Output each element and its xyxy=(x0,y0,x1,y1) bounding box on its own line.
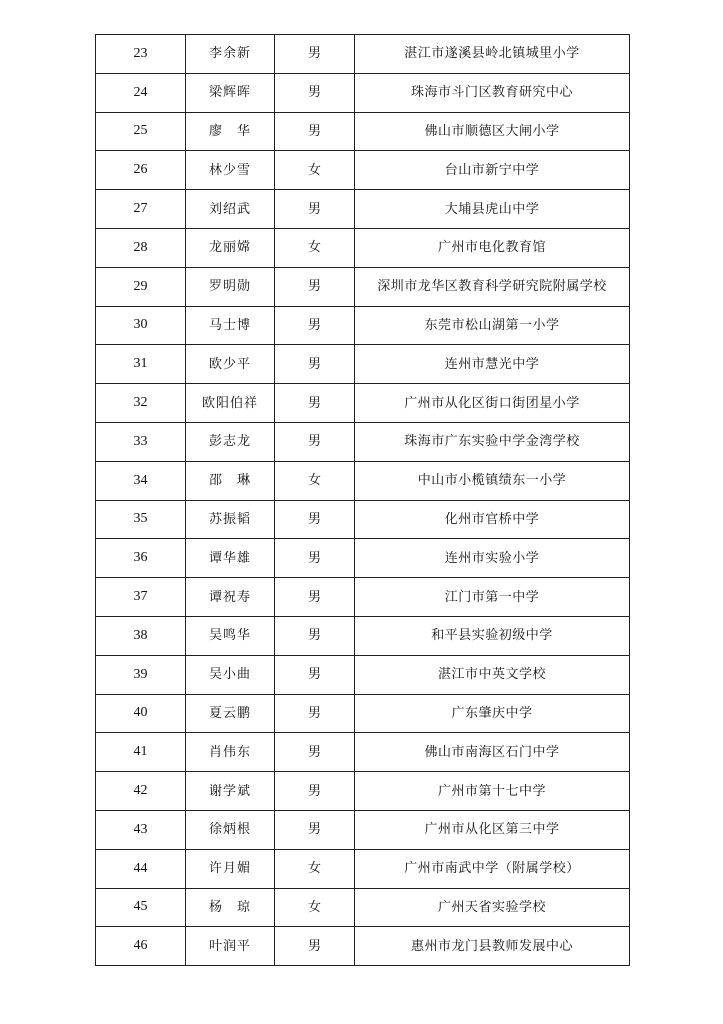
row-number: 42 xyxy=(96,772,186,811)
person-name: 欧阳伯祥 xyxy=(186,384,275,423)
row-number: 25 xyxy=(96,112,186,151)
person-name: 龙丽嫦 xyxy=(186,228,275,267)
work-unit: 化州市官桥中学 xyxy=(355,500,630,539)
table-row xyxy=(96,151,630,190)
table-row xyxy=(96,888,630,927)
gender: 男 xyxy=(275,73,355,112)
work-unit: 中山市小榄镇绩东一小学 xyxy=(355,461,630,500)
gender: 男 xyxy=(275,616,355,655)
row-number: 40 xyxy=(96,694,186,733)
work-unit: 广东肇庆中学 xyxy=(355,694,630,733)
gender: 男 xyxy=(275,306,355,345)
person-name: 许月媚 xyxy=(186,849,275,888)
work-unit: 广州市电化教育馆 xyxy=(355,228,630,267)
person-name: 刘绍武 xyxy=(186,190,275,229)
table-row xyxy=(96,190,630,229)
person-name: 苏振韬 xyxy=(186,500,275,539)
person-name: 徐炳根 xyxy=(186,810,275,849)
row-number: 24 xyxy=(96,73,186,112)
person-name: 李余新 xyxy=(186,35,275,74)
roster-table xyxy=(95,34,630,966)
gender: 男 xyxy=(275,267,355,306)
row-number: 44 xyxy=(96,849,186,888)
person-name: 邵 琳 xyxy=(186,461,275,500)
table-row xyxy=(96,539,630,578)
gender: 男 xyxy=(275,539,355,578)
gender: 男 xyxy=(275,578,355,617)
work-unit: 佛山市南海区石门中学 xyxy=(355,733,630,772)
table-row xyxy=(96,772,630,811)
gender: 女 xyxy=(275,461,355,500)
table-row xyxy=(96,35,630,74)
work-unit: 台山市新宁中学 xyxy=(355,151,630,190)
table-row xyxy=(96,849,630,888)
row-number: 32 xyxy=(96,384,186,423)
person-name: 彭志龙 xyxy=(186,422,275,461)
work-unit: 广州市第十七中学 xyxy=(355,772,630,811)
gender: 女 xyxy=(275,151,355,190)
person-name: 肖伟东 xyxy=(186,733,275,772)
gender: 男 xyxy=(275,190,355,229)
table-row xyxy=(96,655,630,694)
person-name: 夏云鹏 xyxy=(186,694,275,733)
work-unit: 和平县实验初级中学 xyxy=(355,616,630,655)
person-name: 林少雪 xyxy=(186,151,275,190)
row-number: 45 xyxy=(96,888,186,927)
row-number: 37 xyxy=(96,578,186,617)
row-number: 27 xyxy=(96,190,186,229)
work-unit: 江门市第一中学 xyxy=(355,578,630,617)
work-unit: 广州市从化区第三中学 xyxy=(355,810,630,849)
gender: 男 xyxy=(275,733,355,772)
row-number: 28 xyxy=(96,228,186,267)
gender: 男 xyxy=(275,384,355,423)
table-row xyxy=(96,461,630,500)
table-row xyxy=(96,345,630,384)
table-row xyxy=(96,384,630,423)
person-name: 罗明勋 xyxy=(186,267,275,306)
table-row xyxy=(96,422,630,461)
work-unit: 惠州市龙门县教师发展中心 xyxy=(355,927,630,966)
person-name: 叶润平 xyxy=(186,927,275,966)
gender: 男 xyxy=(275,655,355,694)
table-row xyxy=(96,927,630,966)
person-name: 谭华雄 xyxy=(186,539,275,578)
table-row xyxy=(96,267,630,306)
work-unit: 东莞市松山湖第一小学 xyxy=(355,306,630,345)
person-name: 杨 琼 xyxy=(186,888,275,927)
person-name: 谭祝寿 xyxy=(186,578,275,617)
row-number: 39 xyxy=(96,655,186,694)
person-name: 马士博 xyxy=(186,306,275,345)
gender: 男 xyxy=(275,927,355,966)
work-unit: 珠海市斗门区教育研究中心 xyxy=(355,73,630,112)
row-number: 35 xyxy=(96,500,186,539)
gender: 男 xyxy=(275,345,355,384)
work-unit: 深圳市龙华区教育科学研究院附属学校 xyxy=(355,267,630,306)
person-name: 欧少平 xyxy=(186,345,275,384)
person-name: 吴小曲 xyxy=(186,655,275,694)
gender: 男 xyxy=(275,422,355,461)
roster-table-body xyxy=(96,35,630,966)
person-name: 廖 华 xyxy=(186,112,275,151)
table-row xyxy=(96,112,630,151)
person-name: 吴鸣华 xyxy=(186,616,275,655)
gender: 男 xyxy=(275,772,355,811)
gender: 男 xyxy=(275,35,355,74)
work-unit: 大埔县虎山中学 xyxy=(355,190,630,229)
work-unit: 连州市慧光中学 xyxy=(355,345,630,384)
work-unit: 佛山市顺德区大闸小学 xyxy=(355,112,630,151)
row-number: 34 xyxy=(96,461,186,500)
gender: 女 xyxy=(275,888,355,927)
person-name: 谢学斌 xyxy=(186,772,275,811)
table-row xyxy=(96,733,630,772)
row-number: 26 xyxy=(96,151,186,190)
row-number: 46 xyxy=(96,927,186,966)
gender: 男 xyxy=(275,694,355,733)
work-unit: 广州市南武中学（附属学校） xyxy=(355,849,630,888)
work-unit: 湛江市遂溪县岭北镇城里小学 xyxy=(355,35,630,74)
row-number: 43 xyxy=(96,810,186,849)
roster-page xyxy=(95,34,629,966)
row-number: 41 xyxy=(96,733,186,772)
work-unit: 广州市从化区街口街团星小学 xyxy=(355,384,630,423)
row-number: 31 xyxy=(96,345,186,384)
work-unit: 连州市实验小学 xyxy=(355,539,630,578)
table-row xyxy=(96,228,630,267)
row-number: 36 xyxy=(96,539,186,578)
row-number: 29 xyxy=(96,267,186,306)
row-number: 23 xyxy=(96,35,186,74)
table-row xyxy=(96,694,630,733)
gender: 女 xyxy=(275,228,355,267)
row-number: 38 xyxy=(96,616,186,655)
row-number: 33 xyxy=(96,422,186,461)
table-row xyxy=(96,73,630,112)
gender: 女 xyxy=(275,849,355,888)
gender: 男 xyxy=(275,810,355,849)
work-unit: 湛江市中英文学校 xyxy=(355,655,630,694)
gender: 男 xyxy=(275,500,355,539)
person-name: 梁辉晖 xyxy=(186,73,275,112)
gender: 男 xyxy=(275,112,355,151)
table-row xyxy=(96,306,630,345)
work-unit: 广州天省实验学校 xyxy=(355,888,630,927)
table-row xyxy=(96,616,630,655)
table-row xyxy=(96,578,630,617)
table-row xyxy=(96,500,630,539)
work-unit: 珠海市广东实验中学金湾学校 xyxy=(355,422,630,461)
table-row xyxy=(96,810,630,849)
row-number: 30 xyxy=(96,306,186,345)
